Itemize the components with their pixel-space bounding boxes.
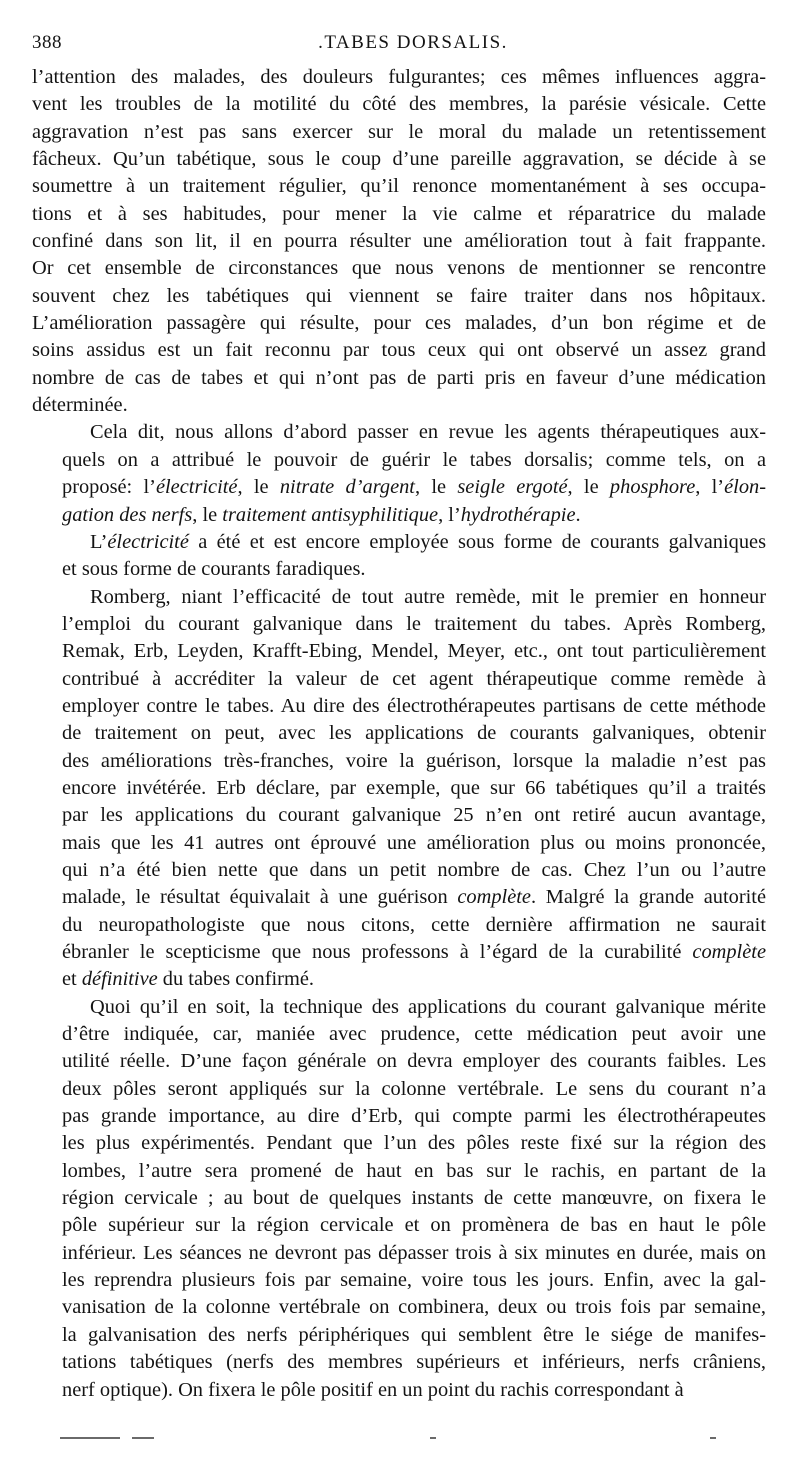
text-line: déterminée.	[32, 394, 128, 417]
text-line: soins assidus est un fait reconnu par tous ceux qui ont observé un assez grand	[32, 339, 766, 362]
footer-mark	[132, 1437, 154, 1439]
text-line: mais que les 41 autres ont éprouvé une amélioration plus ou moins prononcée,	[62, 831, 766, 854]
page-header	[32, 32, 770, 56]
text-line: et définitive du tabes confirmé.	[62, 968, 314, 991]
text-line: Quoi qu’il en soit, la technique des applications du courant galvanique mérite	[90, 995, 766, 1018]
footer-marks	[60, 1437, 760, 1441]
text-line: tions et à ses habitudes, pour mener la vie calme et réparatrice du malade	[32, 202, 766, 225]
text-line: et sous forme de courants faradiques.	[62, 558, 366, 581]
text-line: l’attention des malades, des douleurs fulgurantes; ces mêmes influences aggra-	[32, 66, 766, 88]
text-line: la galvanisation des nerfs périphériques qui semblent être le siége de manifes-	[62, 1323, 766, 1346]
paragraph	[32, 994, 766, 1404]
text-line: malade, le résultat équivalait à une guérison complète. Malgré la grande autorité	[62, 886, 767, 909]
text-line: qui n’a été bien nette que dans un petit nombre de cas. Chez l’un ou l’autre	[62, 858, 766, 881]
text-line: encore invétérée. Erb déclare, par exemple, que sur 66 tabétiques qu’il a traités	[62, 776, 766, 799]
text-line: du neuropathologiste que nous citons, cette dernière affirmation ne saurait	[62, 913, 766, 936]
text-line: région cervicale ; au bout de quelques instants de cette manœuvre, on fixera le	[62, 1187, 766, 1210]
text-line: pôle supérieur sur la région cervicale et on promènera de bas en haut le pôle	[62, 1214, 766, 1237]
footer-mark	[710, 1437, 716, 1439]
text-line: L’amélioration passagère qui résulte, pour ces malades, d’un bon régime et de	[32, 312, 766, 335]
text-line: nombre de cas de tabes et qui n’ont pas de parti pris en faveur d’une médication	[32, 366, 766, 389]
text-line: quels on a attribué le pouvoir de guérir le tabes dorsalis; comme tels, on a	[62, 448, 766, 471]
footer-mark	[430, 1437, 436, 1439]
running-title: .TABES DORSALIS.	[318, 32, 508, 53]
text-line: les reprendra plusieurs fois par semaine, voire tous les jours. Enfin, avec la gal-	[62, 1269, 766, 1292]
text-line: inférieur. Les séances ne devront pas dépasser trois à six minutes en durée, mais on	[62, 1241, 766, 1264]
text-line: les plus expérimentés. Pendant que l’un des pôles reste fixé sur la région des	[62, 1132, 766, 1155]
text-line: confiné dans son lit, il en pourra résulter une amélioration tout à fait frappante.	[32, 230, 766, 253]
text-line: souvent chez les tabétiques qui viennent se faire traiter dans nos hôpitaux.	[32, 284, 766, 307]
text-line: vanisation de la colonne vertébrale on combinera, deux ou trois fois par semaine,	[62, 1296, 766, 1319]
text-line: Remak, Erb, Leyden, Krafft-Ebing, Mendel, Meyer, etc., ont tout particulièrement	[62, 640, 766, 663]
text-line: tations tabétiques (nerfs des membres supérieurs et inférieurs, nerfs crâniens,	[62, 1351, 766, 1374]
text-line: pas grande importance, au dire d’Erb, qui compte parmi les électrothérapeutes	[62, 1105, 766, 1128]
text-line: des améliorations très-franches, voire la guérison, lorsque la maladie n’est pas	[62, 749, 766, 772]
text-line: gation des nerfs, le traitement antisyphilitique, l’hydrothérapie.	[62, 503, 581, 526]
text-line: de traitement on peut, avec les applications de courants galvaniques, obtenir	[62, 722, 766, 745]
text-line: nerf optique). On fixera le pôle positif en un point du rachis correspondant à	[62, 1378, 684, 1401]
text-line: par les applications du courant galvanique 25 n’en ont retiré aucun avantage,	[62, 804, 766, 827]
text-line: lombes, l’autre sera promené de haut en bas sur le rachis, en partant de la	[62, 1159, 766, 1182]
paragraph	[32, 529, 766, 584]
body-text	[32, 64, 766, 1404]
paragraph	[32, 419, 766, 528]
text-line: deux pôles seront appliqués sur la colonne vertébrale. Le sens du courant n’a	[62, 1077, 766, 1100]
text-line: Or cet ensemble de circonstances que nous venons de mentionner se rencontre	[32, 257, 766, 280]
text-line: proposé: l’électricité, le nitrate d’argent, le seigle ergoté, le phosphore, l’élon-	[62, 476, 767, 499]
text-line: Cela dit, nous allons d’abord passer en revue les agents thérapeutiques aux-	[90, 421, 766, 444]
footer-mark	[60, 1437, 120, 1439]
text-line: L’électricité a été et est encore employée sous forme de courants galvaniques	[90, 530, 766, 553]
page-number: 388	[32, 32, 62, 53]
text-line: contribué à accréditer la valeur de cet agent thérapeutique comme remède à	[62, 667, 766, 690]
text-line: d’être indiquée, car, maniée avec prudence, cette médication peut avoir une	[62, 1023, 766, 1046]
text-line: vent les troubles de la motilité du côté des membres, la parésie vésicale. Cette	[32, 93, 766, 116]
paragraph	[32, 584, 766, 994]
paragraph	[32, 64, 766, 419]
text-line: employer contre le tabes. Au dire des électrothérapeutes partisans de cette méthode	[62, 694, 766, 717]
text-line: utilité réelle. D’une façon générale on devra employer des courants faibles. Les	[62, 1050, 766, 1073]
text-line: l’emploi du courant galvanique dans le traitement du tabes. Après Romberg,	[62, 612, 766, 635]
text-line: fâcheux. Qu’un tabétique, sous le coup d’une pareille aggravation, se décide à se	[32, 148, 766, 171]
text-line: soumettre à un traitement régulier, qu’il renonce momentanément à ses occupa-	[32, 175, 766, 198]
text-line: Romberg, niant l’efficacité de tout autre remède, mit le premier en honneur	[90, 585, 766, 608]
text-line: ébranler le scepticisme que nous professons à l’égard de la curabilité complète	[62, 941, 766, 963]
text-line: aggravation n’est pas sans exercer sur le moral du malade un retentissement	[32, 120, 766, 143]
